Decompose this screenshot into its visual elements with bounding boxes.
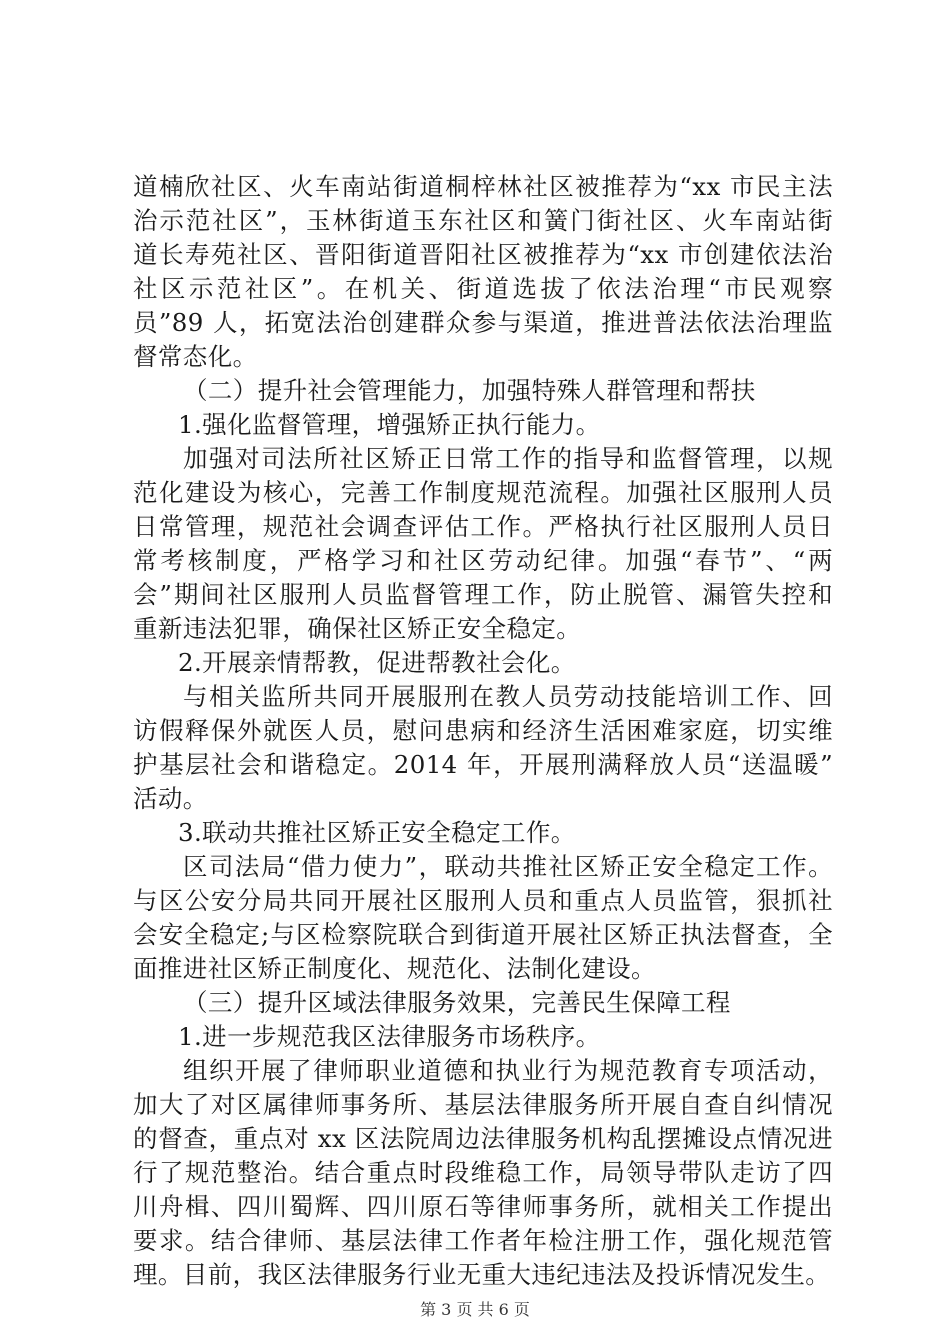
body-text-line: 区司法局“借力使力”，联动共推社区矫正安全稳定工作。 <box>183 852 833 881</box>
subsection-heading: 1.进一步规范我区法律服务市场秩序。 <box>178 1022 601 1051</box>
subsection-heading: 3.联动共推社区矫正安全稳定工作。 <box>178 818 576 847</box>
body-text-line: 常考核制度，严格学习和社区劳动纪律。加强“春节”、“两 <box>133 546 833 575</box>
body-text-line: 的督查，重点对 xx 区法院周边法律服务机构乱摆摊设点情况进 <box>133 1124 833 1153</box>
body-text-line: 加大了对区属律师事务所、基层法律服务所开展自查自纠情况 <box>133 1090 833 1119</box>
section-heading-2: （二）提升社会管理能力，加强特殊人群管理和帮扶 <box>183 376 756 405</box>
subsection-heading: 1.强化监督管理，增强矫正执行能力。 <box>178 410 601 439</box>
body-text-line: 与区公安分局共同开展社区服刑人员和重点人员监管，狠抓社 <box>133 886 833 915</box>
body-text-line: 社区示范社区”。在机关、街道选拔了依法治理“市民观察 <box>133 274 833 303</box>
body-text-line: 督常态化。 <box>133 342 258 371</box>
body-text-line: 与相关监所共同开展服刑在教人员劳动技能培训工作、回 <box>183 682 833 711</box>
body-text-line: 会安全稳定;与区检察院联合到街道开展社区矫正执法督查，全 <box>133 920 833 949</box>
page-number-footer: 第 3 页 共 6 页 <box>420 1300 530 1319</box>
body-text-line: 访假释保外就医人员，慰问患病和经济生活困难家庭，切实维 <box>133 716 833 745</box>
body-text-line: 道楠欣社区、火车南站街道桐梓林社区被推荐为“xx 市民主法 <box>133 172 833 201</box>
body-text-line: 面推进社区矫正制度化、规范化、法制化建设。 <box>133 954 656 983</box>
body-text-line: 重新违法犯罪，确保社区矫正安全稳定。 <box>133 614 582 643</box>
subsection-heading: 2.开展亲情帮教，促进帮教社会化。 <box>178 648 576 677</box>
body-text-line: 行了规范整治。结合重点时段维稳工作，局领导带队走访了四 <box>133 1158 833 1187</box>
body-text-line: 活动。 <box>133 784 208 813</box>
body-text-line: 会”期间社区服刑人员监督管理工作，防止脱管、漏管失控和 <box>133 580 833 609</box>
body-text-line: 员”89 人，拓宽法治创建群众参与渠道，推进普法依法治理监 <box>133 308 833 337</box>
body-text-line: 要求。结合律师、基层法律工作者年检注册工作，强化规范管 <box>133 1226 833 1255</box>
body-text-line: 组织开展了律师职业道德和执业行为规范教育专项活动， <box>183 1056 833 1085</box>
body-text-line: 理。目前，我区法律服务行业无重大违纪违法及投诉情况发生。 <box>133 1260 831 1289</box>
body-text-line: 川舟楫、四川蜀辉、四川原石等律师事务所，就相关工作提出 <box>133 1192 833 1221</box>
body-text-line: 治示范社区”，玉林街道玉东社区和簧门街社区、火车南站街 <box>133 206 833 235</box>
body-text-line: 加强对司法所社区矫正日常工作的指导和监督管理，以规 <box>183 444 833 473</box>
body-text-line: 范化建设为核心，完善工作制度规范流程。加强社区服刑人员 <box>133 478 833 507</box>
body-text-line: 护基层社会和谐稳定。2014 年，开展刑满释放人员“送温暖” <box>133 750 833 779</box>
body-text-line: 日常管理，规范社会调查评估工作。严格执行社区服刑人员日 <box>133 512 833 541</box>
section-heading-3: （三）提升区域法律服务效果，完善民生保障工程 <box>183 988 731 1017</box>
body-text-line: 道长寿苑社区、晋阳街道晋阳社区被推荐为“xx 市创建依法治 <box>133 240 833 269</box>
